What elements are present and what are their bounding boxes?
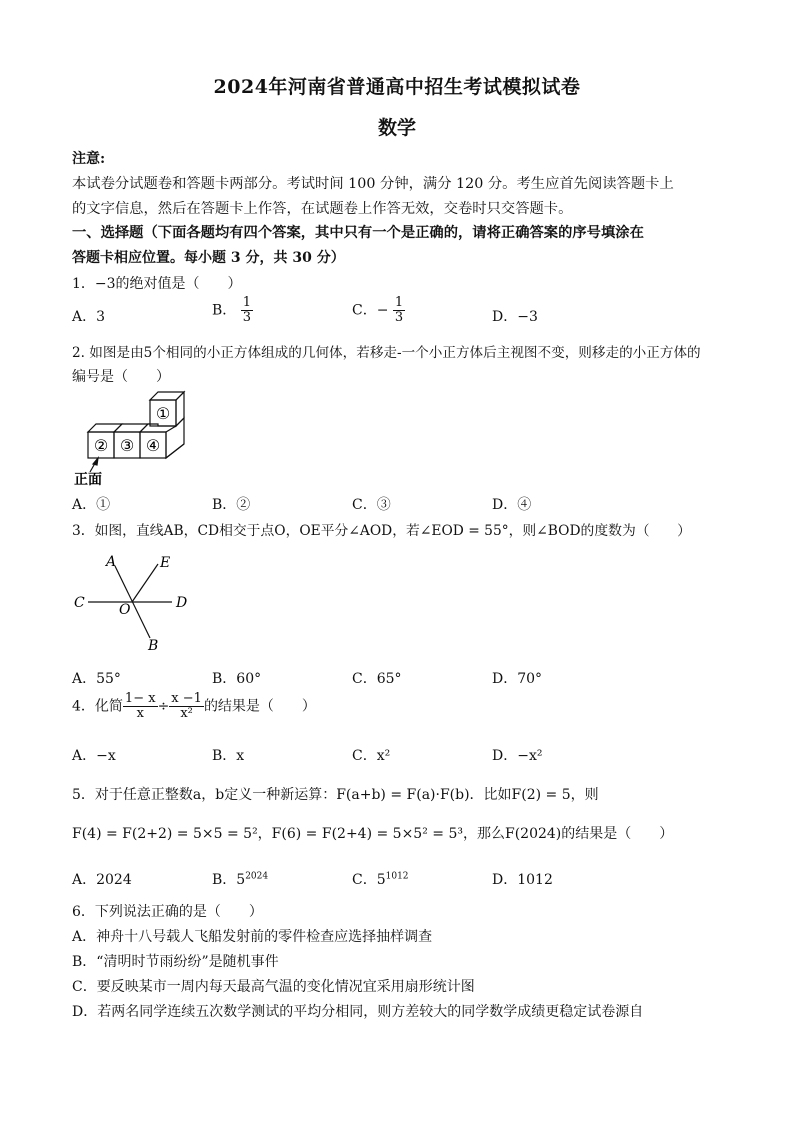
q2-cube-figure — [72, 388, 202, 488]
q1-option-b-numerator: 1 — [242, 295, 252, 310]
q4-operator: ÷ — [157, 698, 170, 715]
q4-stem — [72, 692, 316, 721]
q5-line-2: F(4) = F(2+2) = 5×5 = 5²，F(6) = F(2+4) = 5×5² = 5³，那么F(2024)的结果是（ ） — [72, 826, 674, 842]
q1-option-b-fraction — [241, 296, 253, 325]
q5-option-b-base: B．5 — [212, 872, 246, 888]
q3-label-a: A — [106, 554, 117, 570]
q2-option-b: B．② — [212, 497, 251, 513]
q2-stem-line-1: 2. 如图是由5个相同的小正方体组成的几何体，若移走-一个小正方体后主视图不变，则移走的小正方体的 — [72, 345, 701, 361]
q5-option-b-exponent: 2024 — [245, 871, 269, 882]
q4-fraction-1-denominator: x — [136, 706, 144, 721]
q5-option-b — [212, 869, 268, 889]
q2-cube-label-2: ② — [93, 436, 109, 455]
q1-option-b-denominator: 3 — [242, 310, 252, 325]
q3-option-a: A．55° — [72, 671, 121, 687]
q1-option-a: A．3 — [72, 309, 106, 325]
q5-option-c-base: C．5 — [352, 872, 386, 888]
section-heading-line-2: 答题卡相应位置。每小题 3 分，共 30 分） — [72, 250, 345, 266]
q6-stem: 6．下列说法正确的是（ ） — [72, 904, 263, 920]
q2-cube-label-3: ③ — [119, 436, 135, 455]
q6-option-d: D．若两名同学连续五次数学测试的平均分相同，则方差较大的同学数学成绩更稳定试卷源自 — [72, 1004, 644, 1020]
notice-line-2: 的文字信息，然后在答题卡上作答，在试题卷上作答无效，交卷时只交答题卡。 — [72, 201, 573, 217]
exam-title: 2024年河南省普通高中招生考试模拟试卷 — [213, 76, 581, 98]
q3-angle-figure — [72, 548, 202, 654]
notice-label: 注意: — [72, 151, 106, 167]
q5-option-c-exponent: 1012 — [385, 871, 409, 882]
q3-label-d: D — [176, 595, 188, 611]
q1-option-c-prefix: C．− — [352, 302, 389, 319]
q2-option-d: D．④ — [492, 497, 532, 513]
q4-prefix: 4．化简 — [72, 698, 123, 715]
q4-fraction-1-numerator: 1− x — [124, 691, 156, 706]
q2-option-c: C．③ — [352, 497, 391, 513]
q5-option-a: A．2024 — [72, 872, 132, 888]
q3-stem: 3．如图，直线AB，CD相交于点O，OE平分∠AOD，若∠EOD = 55°，则∠BOD的度数为（ ） — [72, 523, 691, 539]
q4-fraction-1 — [123, 692, 158, 721]
q4-option-b: B．x — [212, 748, 245, 764]
q5-option-c — [352, 869, 409, 889]
q4-option-d: D．−x² — [492, 748, 543, 764]
q5-line-1: 5．对于任意正整数a，b定义一种新运算：F(a+b) = F(a)·F(b)．比如F(2) = 5，则 — [72, 787, 599, 803]
q3-label-e: E — [160, 555, 171, 571]
subject-title: 数学 — [377, 117, 416, 139]
q2-front-label: 正面 — [74, 472, 102, 488]
q6-option-c: C．要反映某市一周内每天最高气温的变化情况宜采用扇形统计图 — [72, 979, 475, 995]
q4-fraction-2 — [169, 692, 204, 721]
q6-option-a: A．神舟十八号载人飞船发射前的零件检查应选择抽样调查 — [72, 929, 433, 945]
section-heading-line-1: 一、选择题（下面各题均有四个答案，其中只有一个是正确的，请将正确答案的序号填涂在 — [72, 225, 644, 241]
q2-cube-label-1: ① — [155, 404, 171, 423]
q1-option-c-numerator: 1 — [394, 295, 404, 310]
q3-option-b: B．60° — [212, 671, 262, 687]
q3-label-b: B — [148, 638, 159, 654]
q2-option-a: A．① — [72, 497, 111, 513]
notice-line-1: 本试卷分试题卷和答题卡两部分。考试时间 100 分钟，满分 120 分。考生应首先阅读答题卡上 — [72, 176, 674, 192]
q1-option-d: D．−3 — [492, 309, 538, 325]
q6-option-b: B．“清明时节雨纷纷”是随机事件 — [72, 954, 279, 970]
q5-option-d: D．1012 — [492, 872, 553, 888]
q3-option-d: D．70° — [492, 671, 543, 687]
q1-option-c — [352, 296, 405, 325]
q1-option-c-denominator: 3 — [394, 310, 404, 325]
q1-option-b — [212, 296, 253, 325]
q4-fraction-2-denominator: x² — [180, 706, 193, 721]
q4-fraction-2-numerator: x −1 — [171, 691, 202, 706]
q1-option-b-prefix: B． — [212, 302, 237, 319]
q1-option-c-fraction — [393, 296, 405, 325]
q2-stem-line-2: 编号是（ ） — [72, 369, 170, 385]
q2-cube-label-4: ④ — [145, 436, 161, 455]
q4-option-c: C．x² — [352, 748, 391, 764]
q3-label-c: C — [74, 595, 85, 611]
q4-suffix: 的结果是（ ） — [203, 698, 316, 715]
q3-label-o: O — [119, 602, 131, 618]
q4-option-a: A．−x — [72, 748, 116, 764]
q1-stem: 1．−3的绝对值是（ ） — [72, 276, 242, 292]
q3-option-c: C．65° — [352, 671, 402, 687]
